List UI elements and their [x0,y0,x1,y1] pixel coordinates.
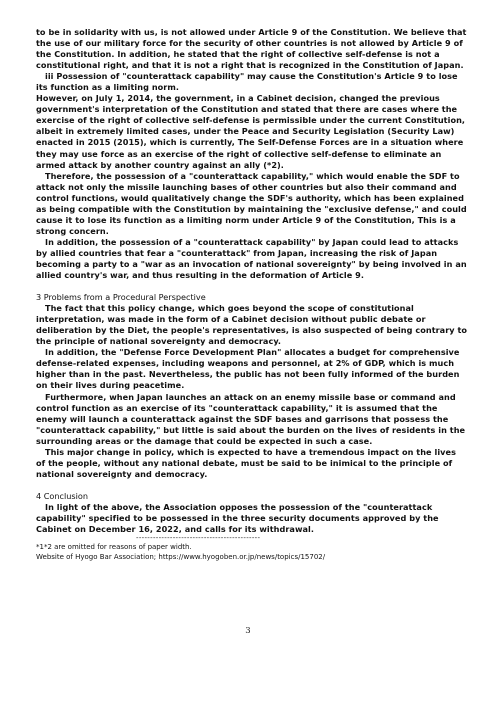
paragraph-article9-solidarity: to be in solidarity with us, is not allowed under Article 9 of the Constitution. We believe that the use of our military force for the security of other countries is not allowed by Article 9 of the Constitution. In addition, he stated that the right of collective self-defense is not a constitutional right, and that it is not a right that is recognized in the Constitution of Japan. [36,27,467,71]
paragraph-cabinet-without-debate: The fact that this policy change, which goes beyond the scope of constitutional interpretation, was made in the form of a Cabinet decision without public debate or deliberation by the Diet, the people's representatives, is also suspected of being contrary to the principle of national sovereignty and democracy. [36,303,468,347]
document-body [36,27,468,562]
paragraph-sdf-authority: Therefore, the possession of a "counterattack capability," which would enable the SDF to attack not only the missile launching bases of other countries but also their command and control functions, would qualitatively change the SDF's authority, which has been explained as being compatible with the Constitution by maintaining the "exclusive defense," and could cause it to lose its function as a limiting norm under Article 9 of the Constitution, This is a strong concern. [36,170,467,236]
footnote-omitted: *1*2 are omitted for reasons of paper width. [36,543,192,552]
paragraph-conclusion: In light of the above, the Association opposes the possession of the "counterattack capability" specified to be possessed in the three security documents approved by the Cabinet on December 16, 2022, and calls for its withdrawal. [36,501,439,535]
section-heading-conclusion: 4 Conclusion [36,490,89,501]
paragraph-allied-attack-risk: In addition, the possession of a "counterattack capability" by Japan could lead to attacks by allied countries that fear a "counterattack" from Japan, increasing the risk of Japan becoming a party to a "war as an invocation of national sovereignty" by being involved in an allied country's war, and thus resulting in the deformation of Article 9. [36,236,467,281]
section-heading-procedural: 3 Problems from a Procedural Perspective [36,292,206,303]
page-number: 3 [245,626,251,636]
footnote-source: Website of Hyogo Bar Association; https://www.hyogoben.or.jp/news/topics/15702/ [36,553,326,562]
paragraph-counterattack-burden: Furthermore, when Japan launches an attack on an enemy missile base or command and control function as an exercise of its "counterattack capability," it is assumed that the enemy will launch a counterattack against the SDF bases and garrisons that possess the "counterattack capability," but little is said about the burden on the lives of residents in the surrounding areas or the damage that could be expected in such a case. [36,391,466,446]
paragraph-major-policy-change: This major change in policy, which is expected to have a tremendous impact on the lives of the people, without any national debate, must be said to be inimical to the principle of national sovereignty and democracy. [36,446,456,479]
footnote-separator: -------------------------------------------- [136,534,261,543]
paragraph-cabinet-decision-2014: However, on July 1, 2014, the government, in a Cabinet decision, changed the previous government's interpretation of the Constitution and stated that there are cases where the exercise of the right of collective self-defense is permissible under the current Constitution, albeit in extremely limited cases, under the Peace and Security Legislation (Security Law) enacted in 2015 (2015), which is currently, The Self-Defense Forces are in a situation where they may use force as an exercise of the right of collective self-defense to eliminate an armed attack by another country against an ally (*2). [36,93,466,170]
paragraph-defense-budget: In addition, the "Defense Force Development Plan" allocates a budget for comprehensive defense-related expenses, including weapons and personnel, at 2% of GDP, which is much higher than in the past. Nevertheless, the public has not been fully informed of the burden on their lives during peacetime. [36,347,460,391]
subheading-iii-counterattack: iii Possession of "counterattack capability" may cause the Constitution's Article 9 to lose its function as a limiting norm. [36,71,458,93]
